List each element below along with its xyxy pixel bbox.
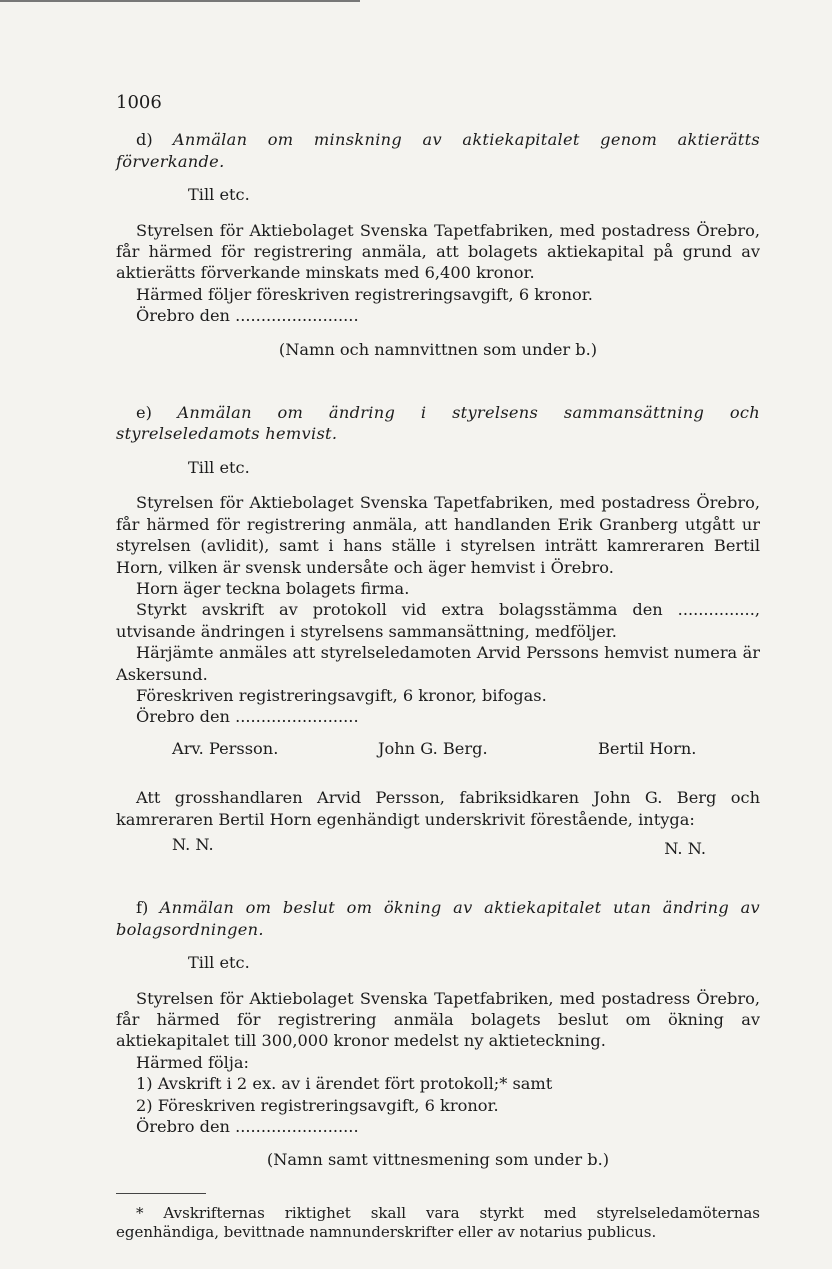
section-d-label: d) xyxy=(136,130,153,150)
section-f-place-date: Örebro den ........................ xyxy=(136,1117,359,1137)
section-f-title: Anmälan om beslut om ökning av aktiekapitalet utan ändring av bolagsordningen. xyxy=(116,898,760,939)
signature: John G. Berg. xyxy=(378,738,488,758)
section-e-paragraph: Styrelsen för Aktiebolaget Svenska Tapetfabriken, med postadress Örebro, får härmed för registrering anmäla, att handlanden Erik Granberg utgått ur styrelsen (avlidit), samt i hans ställe i styrelsen inträtt kamreraren Bertil Horn, vilken är svensk undersåte och äger hemvist i Örebro. xyxy=(116,493,760,577)
section-f xyxy=(116,897,760,1170)
section-e-residence: Härjämte anmäles att styrelseledamoten Arvid Perssons hemvist numera är Askersund. xyxy=(116,643,760,684)
section-d-fee-line: Härmed följer föreskriven registreringsavgift, 6 kronor. xyxy=(136,284,593,304)
section-d-signature-note: (Namn och namnvittnen som under b.) xyxy=(278,339,598,359)
section-d-title: Anmälan om minskning av aktiekapitalet genom aktierätts förverkande. xyxy=(116,130,760,171)
section-e-label: e) xyxy=(136,403,152,423)
document-page xyxy=(116,92,760,1242)
page-number: 1006 xyxy=(116,92,162,113)
signature: Bertil Horn. xyxy=(598,738,697,758)
section-f-paragraph: Styrelsen för Aktiebolaget Svenska Tapetfabriken, med postadress Örebro, får härmed för registrering anmäla bolagets beslut om ökning av aktiekapitalet till 300,000 kronor medelst ny aktieteckning. xyxy=(116,988,760,1051)
section-d xyxy=(116,129,760,360)
section-e-heading xyxy=(116,402,760,445)
section-e-signing-right: Horn äger teckna bolagets firma. xyxy=(136,578,410,598)
section-d-salutation: Till etc. xyxy=(188,185,250,205)
section-f-salutation: Till etc. xyxy=(188,953,250,973)
section-f-item-2: 2) Föreskriven registreringsavgift, 6 kronor. xyxy=(136,1095,499,1115)
section-e-signatures xyxy=(116,738,760,759)
top-edge-line xyxy=(0,0,360,2)
section-d-paragraph: Styrelsen för Aktiebolaget Svenska Tapetfabriken, med postadress Örebro, får härmed för registrering anmäla, att bolagets aktiekapital på grund av aktierätts förverkande minskats med 6,400 kronor. xyxy=(116,220,760,283)
witness: N. N. xyxy=(172,834,214,854)
section-d-heading xyxy=(116,129,760,172)
footnote-divider xyxy=(116,1193,206,1194)
section-f-signature-note: (Namn samt vittnesmening som under b.) xyxy=(266,1150,610,1170)
section-e-witnesses xyxy=(116,834,760,858)
section-e xyxy=(116,402,760,858)
signature: Arv. Persson. xyxy=(172,738,279,758)
section-f-heading xyxy=(116,897,760,940)
footnote: * Avskrifternas riktighet skall vara styrkt med styrelseledamöternas egenhändiga, bevittnade namnunderskrifter eller av notarius publicus. xyxy=(116,1203,760,1241)
section-f-enclosures: Härmed följa: xyxy=(136,1052,249,1072)
section-f-label: f) xyxy=(136,898,149,918)
section-e-salutation: Till etc. xyxy=(188,457,250,477)
section-e-title: Anmälan om ändring i styrelsens sammansättning och styrelseledamots hemvist. xyxy=(116,403,760,444)
section-e-place-date: Örebro den ........................ xyxy=(136,707,359,727)
section-e-protocol: Styrkt avskrift av protokoll vid extra bolagsstämma den ..............., utvisande ändringen i styrelsens sammansättning, medföljer. xyxy=(116,600,760,641)
section-e-fee-line: Föreskriven registreringsavgift, 6 kronor, bifogas. xyxy=(136,685,547,705)
section-d-place-date: Örebro den ........................ xyxy=(136,306,359,326)
section-f-item-1: 1) Avskrift i 2 ex. av i ärendet fört protokoll;* samt xyxy=(136,1074,553,1094)
witness: N. N. xyxy=(664,838,706,858)
section-e-attestation: Att grosshandlaren Arvid Persson, fabriksidkaren John G. Berg och kamreraren Bertil Horn egenhändigt underskrivit förestående, intyga: xyxy=(116,788,760,829)
